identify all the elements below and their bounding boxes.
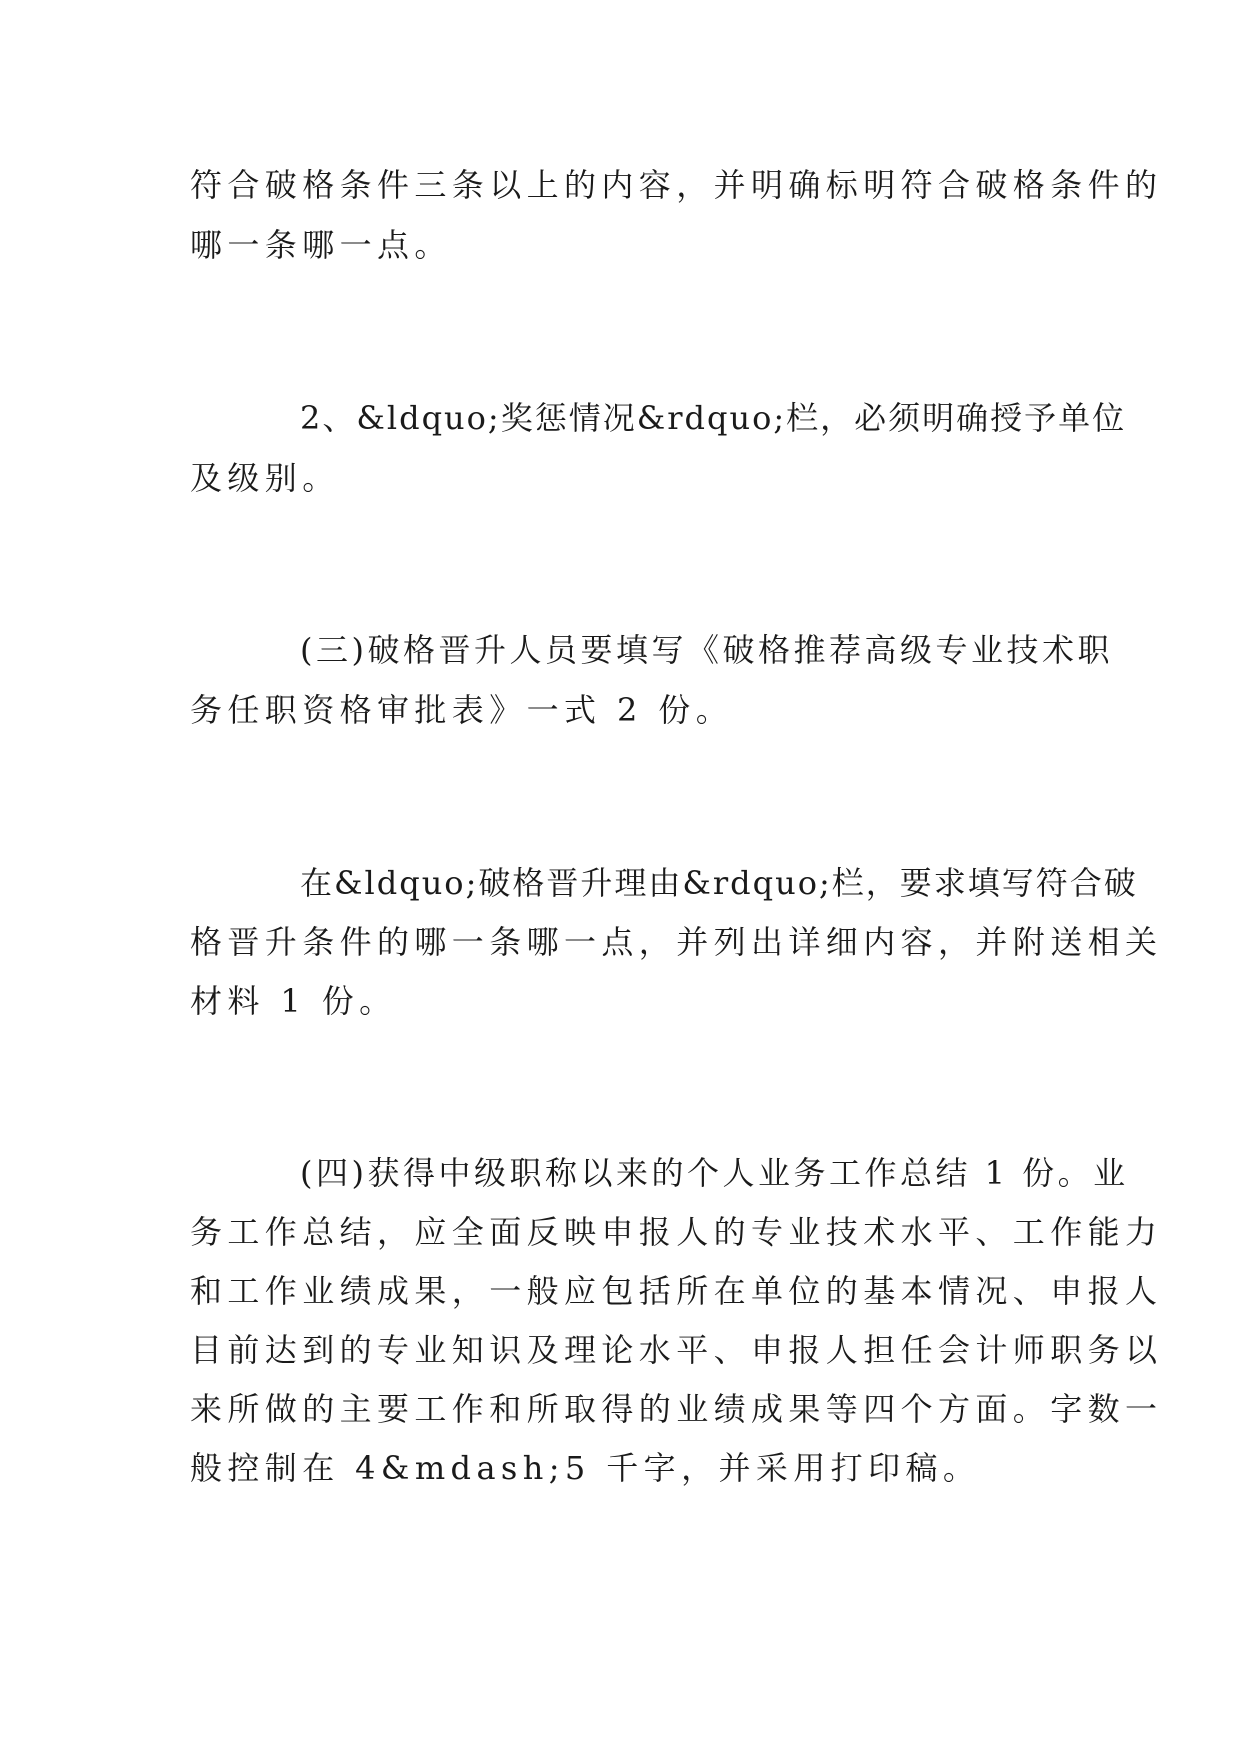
paragraph-5-line-3: 和工作业绩成果，一般应包括所在单位的基本情况、申报人 bbox=[190, 1272, 1163, 1310]
paragraph-5-line-2: 务工作总结，应全面反映申报人的专业技术水平、工作能力 bbox=[190, 1213, 1163, 1251]
paragraph-3-line-1: (三)破格晋升人员要填写《破格推荐高级专业技术职 bbox=[300, 631, 1113, 669]
paragraph-2-line-2: 及级别。 bbox=[190, 459, 340, 497]
paragraph-1-line-2: 哪一条哪一点。 bbox=[190, 226, 452, 264]
paragraph-5-line-4: 目前达到的专业知识及理论水平、申报人担任会计师职务以 bbox=[190, 1331, 1163, 1369]
paragraph-4-line-1: 在&ldquo;破格晋升理由&rdquo;栏，要求填写符合破 bbox=[300, 864, 1138, 902]
paragraph-3-line-2: 务任职资格审批表》一式 2 份。 bbox=[190, 691, 734, 729]
paragraph-5-line-5: 来所做的主要工作和所取得的业绩成果等四个方面。字数一 bbox=[190, 1390, 1163, 1428]
paragraph-4-line-2: 格晋升条件的哪一条哪一点，并列出详细内容，并附送相关 bbox=[190, 923, 1163, 961]
paragraph-1-line-1: 符合破格条件三条以上的内容，并明确标明符合破格条件的 bbox=[190, 166, 1163, 204]
paragraph-5-line-6: 般控制在 4&mdash;5 千字，并采用打印稿。 bbox=[190, 1449, 981, 1487]
paragraph-5-line-1: (四)获得中级职称以来的个人业务工作总结 1 份。业 bbox=[300, 1154, 1129, 1192]
paragraph-4-line-3: 材料 1 份。 bbox=[190, 982, 397, 1020]
paragraph-2-line-1: 2、&ldquo;奖惩情况&rdquo;栏，必须明确授予单位 bbox=[300, 399, 1127, 437]
